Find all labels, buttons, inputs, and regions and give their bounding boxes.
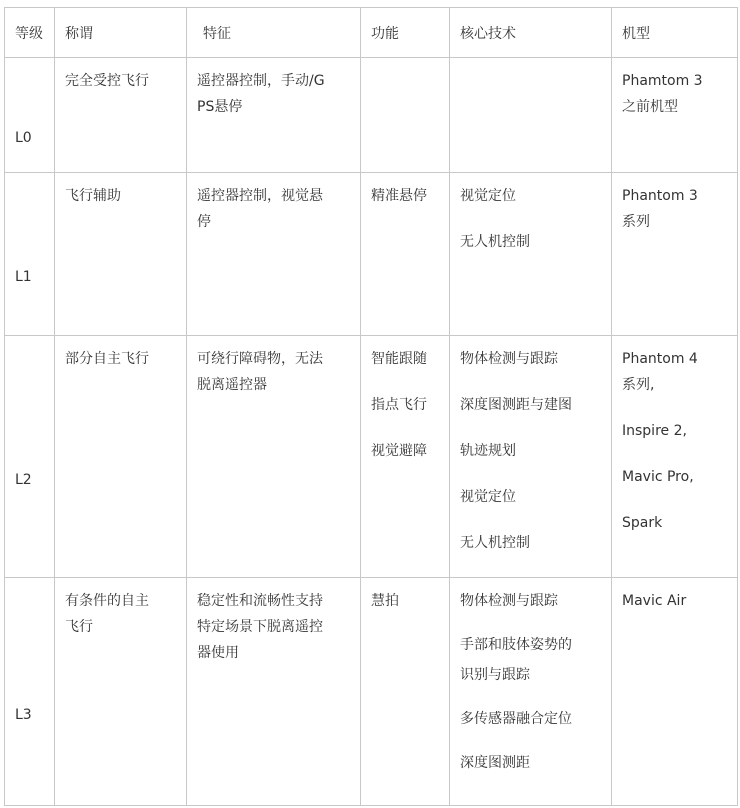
model-line: Mavic Pro, (622, 469, 694, 485)
model-line: 系列 (622, 214, 650, 230)
features-cell (187, 173, 361, 336)
features-cell (187, 578, 361, 806)
functions-cell (361, 58, 450, 173)
tech-item: 无人机控制 (460, 234, 530, 250)
model-line: Inspire 2, (622, 423, 687, 439)
models-cell (612, 58, 738, 173)
uav-autonomy-level-table (4, 7, 738, 806)
model-line: 系列, (622, 377, 655, 393)
level-cell (5, 173, 55, 336)
tech-item: 视觉定位 (460, 489, 516, 505)
tech-item: 多传感器融合定位 (460, 711, 572, 727)
table-row-l2 (5, 336, 738, 578)
header-functions: 功能 (361, 8, 450, 58)
function-item: 指点飞行 (371, 397, 427, 413)
models-cell (612, 173, 738, 336)
table-row-l1 (5, 173, 738, 336)
name-cell (55, 336, 187, 578)
features-cell (187, 58, 361, 173)
features-line: 遥控器控制，手动/G (197, 73, 325, 89)
name-line: 部分自主飞行 (65, 351, 149, 367)
features-line: 停 (197, 214, 211, 230)
tech-item: 无人机控制 (460, 535, 530, 551)
header-features: 特征 (187, 8, 361, 58)
level-cell (5, 58, 55, 173)
function-item: 智能跟随 (371, 351, 427, 367)
level-cell (5, 578, 55, 806)
features-line: 特定场景下脱离遥控 (197, 619, 323, 635)
level-label: L1 (15, 269, 32, 285)
function-item: 视觉避障 (371, 443, 427, 459)
model-line: Spark (622, 515, 663, 531)
name-line: 飞行 (65, 619, 93, 635)
functions-cell (361, 578, 450, 806)
header-level: 等级 (5, 8, 55, 58)
name-line: 飞行辅助 (65, 188, 121, 204)
name-cell (55, 58, 187, 173)
level-label: L0 (15, 130, 32, 146)
tech-cell (450, 173, 612, 336)
features-line: PS悬停 (197, 99, 243, 115)
header-row (5, 8, 738, 58)
model-line: Phamtom 3 (622, 73, 703, 89)
tech-cell (450, 58, 612, 173)
table-row-l0 (5, 58, 738, 173)
level-label: L2 (15, 471, 32, 488)
function-item: 慧拍 (371, 593, 399, 609)
level-cell (5, 336, 55, 578)
table-row-l3 (5, 578, 738, 806)
features-line: 脱离遥控器 (197, 377, 267, 393)
model-line: Phantom 3 (622, 188, 698, 204)
name-cell (55, 578, 187, 806)
functions-cell (361, 336, 450, 578)
function-item: 精准悬停 (371, 188, 427, 204)
features-line: 遥控器控制，视觉悬 (197, 188, 323, 204)
header-models: 机型 (612, 8, 738, 58)
header-name: 称谓 (55, 8, 187, 58)
model-line: 之前机型 (622, 99, 678, 115)
name-line: 有条件的自主 (65, 593, 149, 609)
level-label: L3 (15, 706, 32, 723)
models-cell (612, 336, 738, 578)
tech-item: 物体检测与跟踪 (460, 593, 558, 609)
header-tech: 核心技术 (450, 8, 612, 58)
tech-item: 物体检测与跟踪 (460, 351, 558, 367)
functions-cell (361, 173, 450, 336)
model-line: Phantom 4 (622, 351, 698, 367)
tech-item: 识别与跟踪 (460, 667, 530, 683)
features-line: 器使用 (197, 645, 239, 661)
name-cell (55, 173, 187, 336)
features-line: 稳定性和流畅性支持 (197, 593, 323, 609)
tech-item: 视觉定位 (460, 188, 516, 204)
tech-item: 深度图测距 (460, 755, 530, 771)
tech-cell (450, 336, 612, 578)
tech-item: 轨迹规划 (460, 443, 516, 459)
tech-cell (450, 578, 612, 806)
tech-item: 手部和肢体姿势的 (460, 637, 572, 653)
tech-item: 深度图测距与建图 (460, 397, 572, 413)
features-line: 可绕行障碍物，无法 (197, 351, 323, 367)
model-line: Mavic Air (622, 593, 687, 609)
models-cell (612, 578, 738, 806)
name-line: 完全受控飞行 (65, 73, 149, 89)
features-cell (187, 336, 361, 578)
